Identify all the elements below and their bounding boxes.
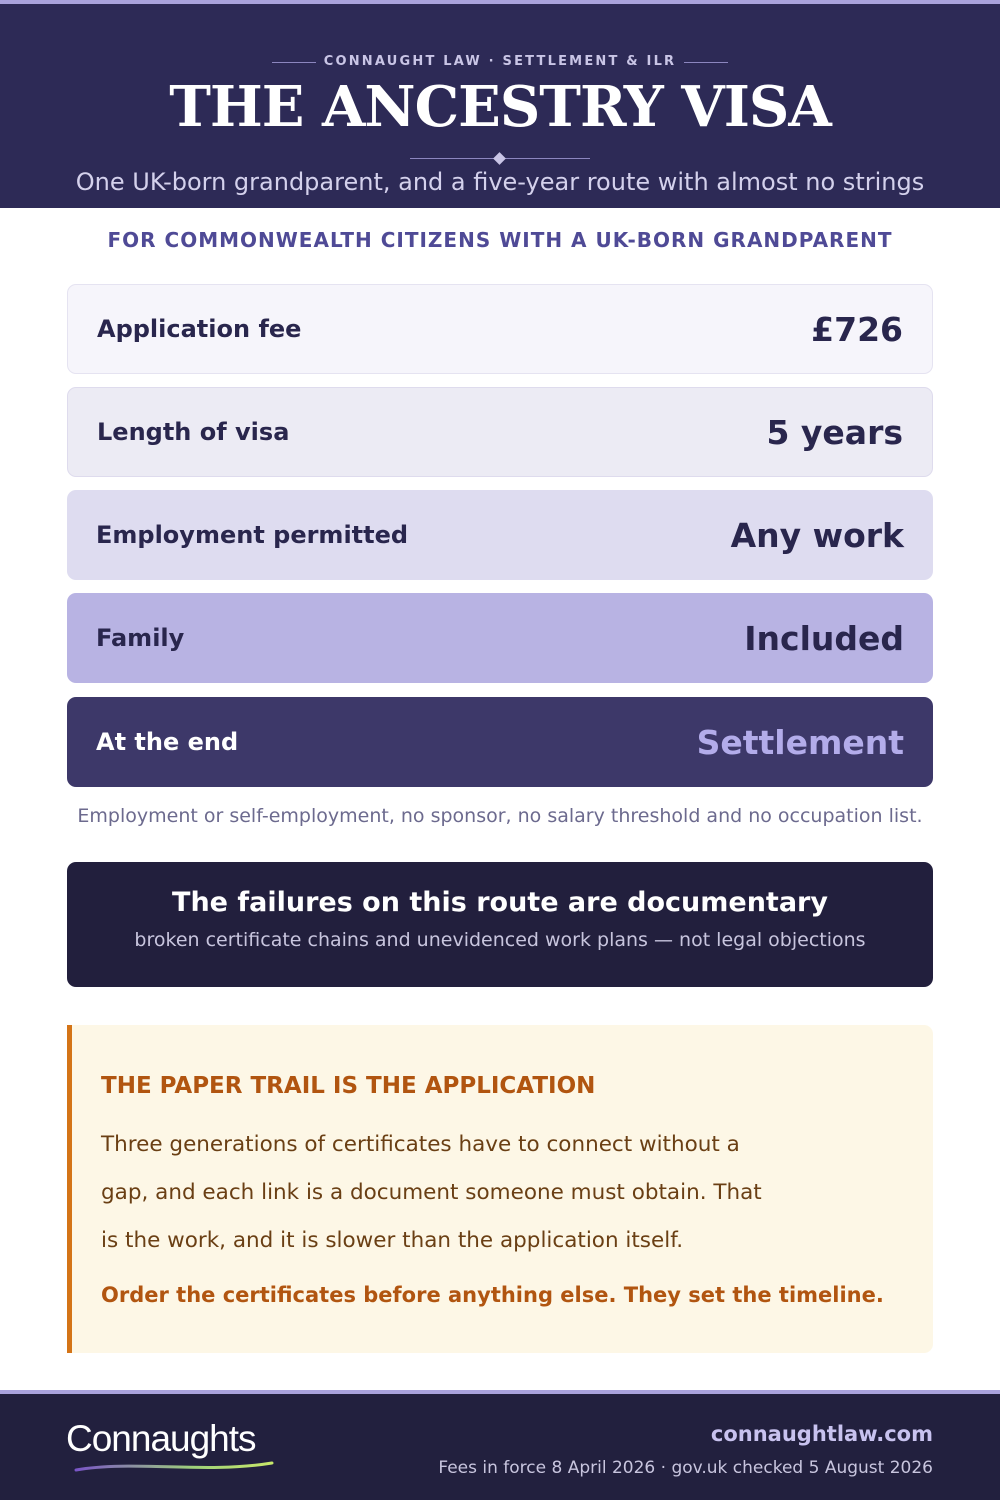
- fact-value: Included: [744, 618, 904, 658]
- page-subtitle: One UK-born grandparent, and a five-year route with almost no strings: [75, 168, 925, 196]
- brand-logo: [66, 1418, 256, 1460]
- fact-label: Length of visa: [97, 418, 290, 446]
- header-banner: [0, 0, 1000, 208]
- paper-trail-panel: [67, 1025, 933, 1353]
- footer-meta: Fees in force 8 April 2026 · gov.uk checked 5 August 2026: [438, 1458, 933, 1478]
- callout-heading: The failures on this route are documentary: [172, 887, 828, 918]
- eyebrow: [272, 54, 729, 69]
- fact-row-length: [67, 387, 933, 477]
- fact-value: Any work: [730, 515, 904, 555]
- fact-row-fee: [67, 284, 933, 374]
- fact-value: Settlement: [696, 722, 904, 762]
- footnote: Employment or self-employment, no sponsor, no salary threshold and no occupation list.: [77, 805, 923, 827]
- eyebrow-rule-left: [272, 62, 316, 63]
- fact-row-end: [67, 697, 933, 787]
- fact-row-employment: [67, 490, 933, 580]
- fact-label: Family: [96, 624, 185, 652]
- fact-label: At the end: [96, 728, 239, 756]
- eyebrow-rule-right: [684, 62, 728, 63]
- diamond-icon: [493, 152, 506, 165]
- logo-swoosh-icon: [74, 1460, 274, 1474]
- panel-cta: Order the certificates before anything else. They set the timeline.: [101, 1283, 884, 1307]
- fact-value: £726: [811, 309, 903, 349]
- eyebrow-text: CONNAUGHT LAW · SETTLEMENT & ILR: [323, 54, 677, 69]
- fact-label: Employment permitted: [96, 521, 409, 549]
- fact-label: Application fee: [97, 315, 302, 343]
- site-link[interactable]: connaughtlaw.com: [710, 1422, 933, 1446]
- footer: [0, 1390, 1000, 1500]
- audience-heading: FOR COMMONWEALTH CITIZENS WITH A UK-BORN GRANDPARENT: [107, 228, 893, 252]
- callout-subtext: broken certificate chains and unevidenced work plans — not legal objections: [134, 929, 866, 951]
- failures-callout: [67, 862, 933, 987]
- fact-value: 5 years: [766, 412, 903, 452]
- page-title: THE ANCESTRY VISA: [169, 74, 831, 140]
- fact-row-family: [67, 593, 933, 683]
- panel-body: Three generations of certificates have to connect without a gap, and each link is a document someone must obtain. That is the work, and it is slower than the application itself.: [101, 1132, 762, 1253]
- panel-title: THE PAPER TRAIL IS THE APPLICATION: [101, 1073, 596, 1099]
- logo-wordmark: Connaughts: [66, 1418, 256, 1459]
